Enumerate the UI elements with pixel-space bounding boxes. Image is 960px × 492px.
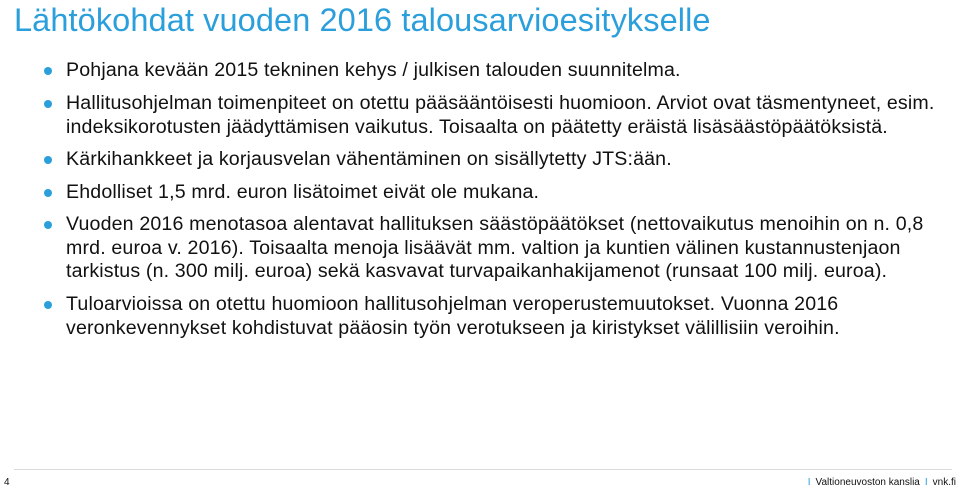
bullet-text: Hallitusohjelman toimenpiteet on otettu pääsääntöisesti huomioon. Arviot ovat täsmentyneet, esim. indeksikorotusten jäädyttämisen vaikutus. Toisaalta on päätetty eräistä lisäsäästöpäätöksistä.	[66, 92, 935, 138]
footer-website[interactable]: vnk.fi	[932, 477, 956, 488]
bullet-text: Vuoden 2016 menotasoa alentavat hallituksen säästöpäätökset (nettovaikutus menoihin on n. 0,8 mrd. euroa v. 2016). Toisaalta menoja lisäävät mm. valtion ja kuntien välinen kustannustenjaon tarkistus (n. 300 milj. euroa) sekä kasvavat turvapaikanhakijamenot (runsaat 100 milj. euroa).	[66, 213, 924, 282]
bullet-dot-icon	[44, 221, 52, 229]
bullet-dot-icon	[44, 100, 52, 108]
bullet-item	[44, 148, 949, 172]
bullet-dot-icon	[44, 67, 52, 75]
page-number: 4	[4, 477, 10, 488]
bullet-item	[44, 181, 949, 205]
footer-organization: Valtioneuvoston kanslia	[815, 477, 920, 488]
footer-branding	[803, 477, 956, 489]
bullet-dot-icon	[44, 156, 52, 164]
bullet-list	[44, 59, 949, 340]
bullet-item	[44, 92, 949, 139]
bullet-item	[44, 213, 949, 284]
bullet-text: Kärkihankkeet ja korjausvelan vähentäminen on sisällytetty JTS:ään.	[66, 148, 672, 170]
bullet-item	[44, 293, 949, 340]
slide-title: Lähtökohdat vuoden 2016 talousarvioesitykselle	[14, 2, 711, 38]
bullet-dot-icon	[44, 189, 52, 197]
footer-separator: I	[807, 477, 811, 488]
bullet-dot-icon	[44, 301, 52, 309]
bullet-item	[44, 59, 949, 83]
footer-separator: I	[924, 477, 928, 488]
bullet-text: Tuloarvioissa on otettu huomioon hallitusohjelman veroperustemuutokset. Vuonna 2016 veronkevennykset kohdistuvat pääosin työn verotukseen ja kiristykset välillisiin veroihin.	[66, 293, 840, 339]
bullet-text: Ehdolliset 1,5 mrd. euron lisätoimet eivät ole mukana.	[66, 180, 540, 203]
footer-divider	[14, 469, 952, 470]
bullet-text: Pohjana kevään 2015 tekninen kehys / julkisen talouden suunnitelma.	[66, 59, 681, 81]
